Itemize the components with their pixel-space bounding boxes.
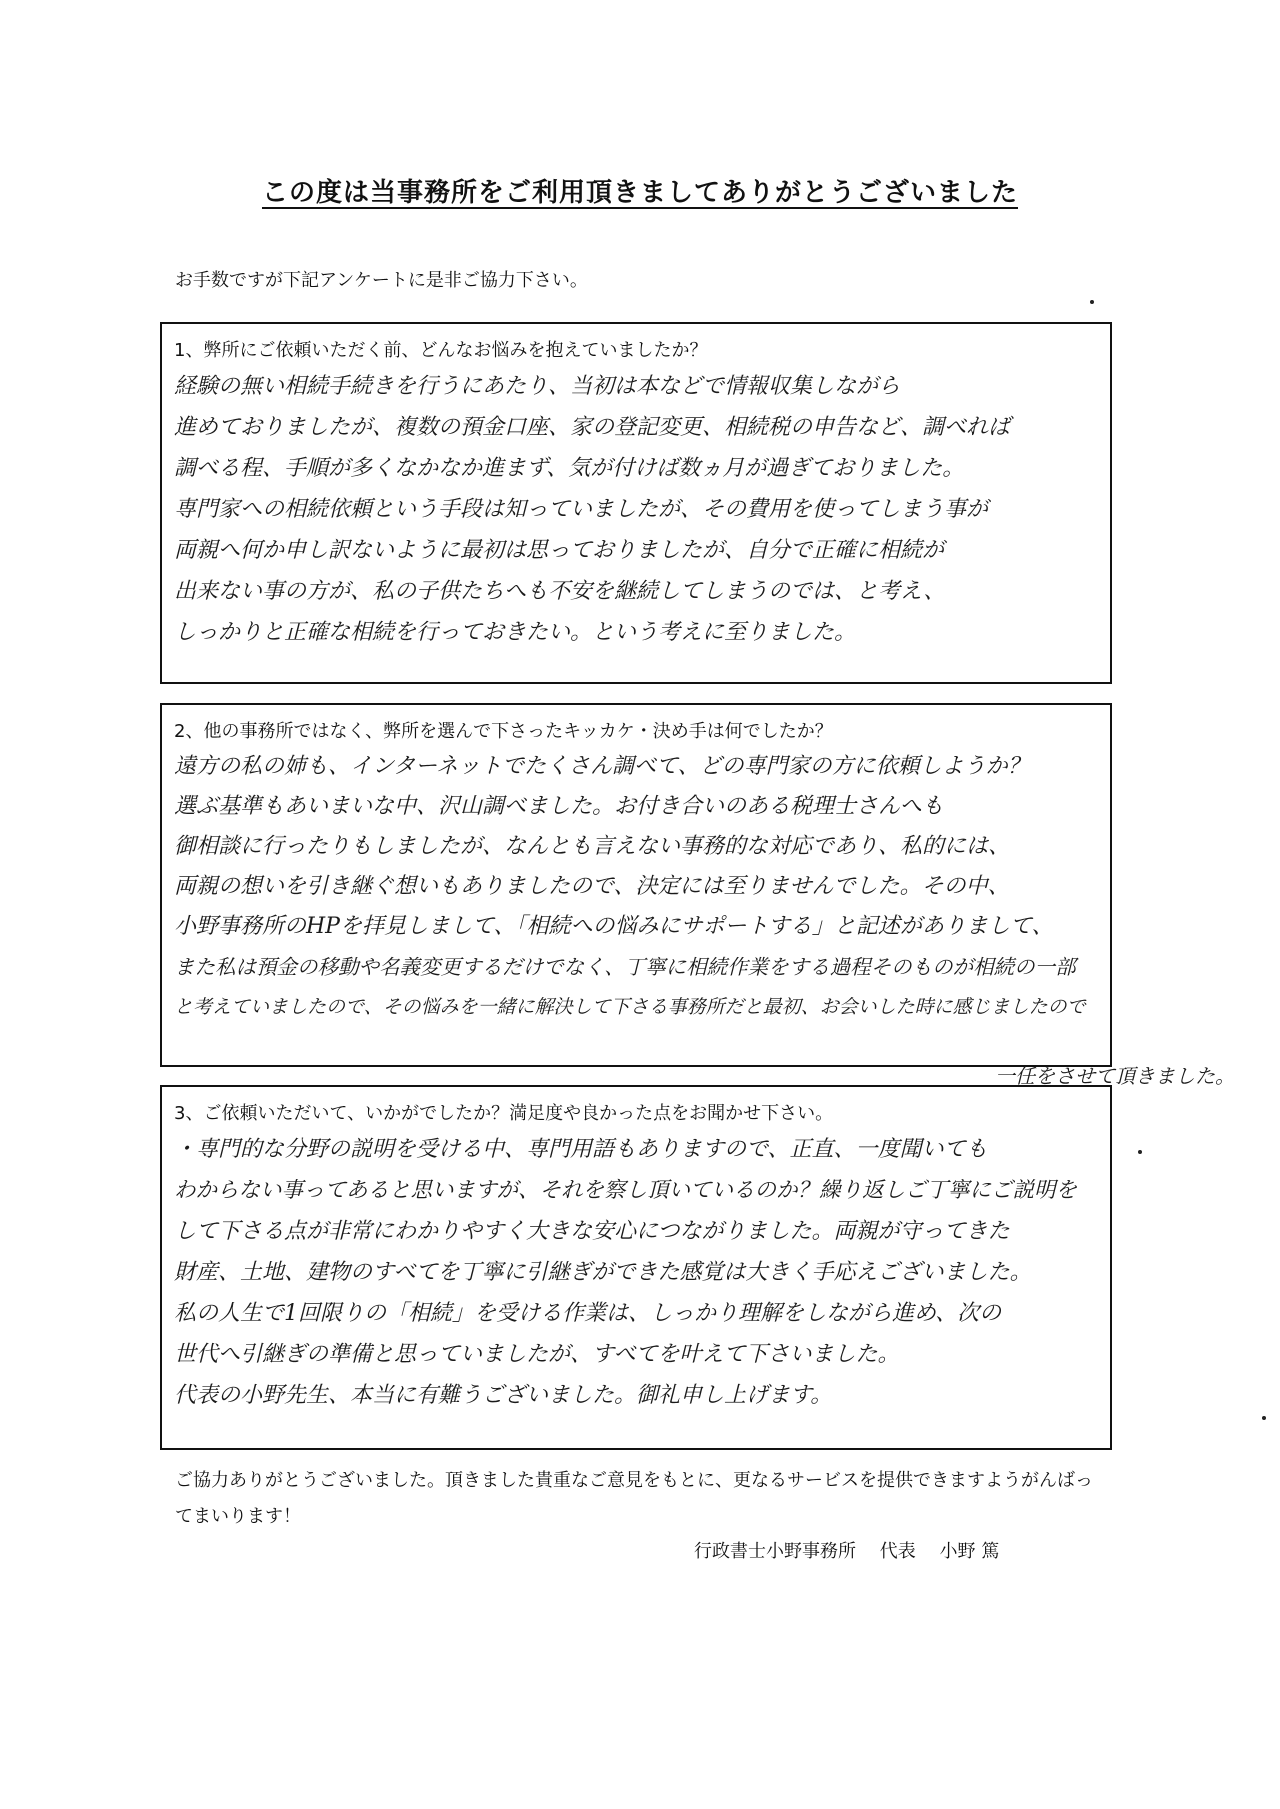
answer-line: 代表の小野先生、本当に有難うございました。御礼申し上げます。	[174, 1383, 833, 1408]
answer-line: 選ぶ基準もあいまいな中、沢山調べました。お付き合いのある税理士さんへも	[174, 794, 944, 819]
handwritten-answer	[174, 1129, 1094, 1416]
answer-line: 私の人生で1回限りの「相続」を受ける作業は、しっかり理解をしながら進め、次の	[174, 1301, 1002, 1326]
answer-line: 経験の無い相続手続きを行うにあたり、当初は本などで情報収集しながら	[174, 374, 901, 399]
question-box-3	[160, 1085, 1112, 1450]
office-name: 行政書士小野事務所	[694, 1541, 856, 1562]
representative-name: 小野 篤	[939, 1541, 1000, 1562]
answer-line: 出来ない事の方が、私の子供たちへも不安を継続してしまうのでは、と考え、	[174, 579, 946, 604]
answer-line: 世代へ引継ぎの準備と思っていましたが、すべてを叶えて下さいました。	[174, 1342, 900, 1367]
signature	[694, 1537, 1017, 1563]
question-label: 1、弊所にご依頼いただく前、どんなお悩みを抱えていましたか？	[174, 340, 708, 361]
scan-speck	[1262, 1416, 1266, 1420]
question-box-2	[160, 703, 1112, 1067]
answer-line: また私は預金の移動や名義変更するだけでなく、丁寧に相続作業をする過程そのものが相続の一部	[174, 955, 1076, 979]
answer-line: して下さる点が非常にわかりやすく大きな安心につながりました。両親が守ってきた	[174, 1219, 1010, 1244]
handwritten-answer	[174, 747, 1094, 1027]
closing-message: ご協力ありがとうございました。頂きました貴重なご意見をもとに、更なるサービスを提供できますようがんばってまいります！	[175, 1470, 1093, 1527]
scan-speck	[1090, 300, 1094, 304]
representative-role: 代表	[879, 1541, 916, 1562]
handwritten-answer	[174, 366, 1094, 653]
question-label: 2、他の事務所ではなく、弊所を選んで下さったキッカケ・決め手は何でしたか？	[174, 721, 833, 742]
answer-line: 遠方の私の姉も、インターネットでたくさん調べて、どの専門家の方に依頼しようか？	[174, 754, 1030, 779]
answer-line: 調べる程、手順が多くなかなか進まず、気が付けば数ヵ月が過ぎておりました。	[174, 456, 965, 481]
answer-line: 小野事務所のHPを拝見しまして、「相続への悩みにサポートする」と記述がありまして、	[174, 914, 1054, 939]
answer-line: 御相談に行ったりもしましたが、なんとも言えない事務的な対応であり、私的には、	[174, 834, 1011, 859]
question-box-1	[160, 322, 1112, 684]
answer-overflow-note: 一任をさせて頂きました。	[995, 1064, 1235, 1088]
answer-line: しっかりと正確な相続を行っておきたい。という考えに至りました。	[174, 620, 857, 645]
answer-line: 両親の想いを引き継ぐ想いもありましたので、決定には至りませんでした。その中、	[174, 874, 1010, 899]
answer-line: ・専門的な分野の説明を受ける中、専門用語もありますので、正直、一度聞いても	[174, 1137, 988, 1162]
answer-line: 財産、土地、建物のすべてを丁寧に引継ぎができた感覚は大きく手応えございました。	[174, 1260, 1032, 1285]
answer-line: わからない事ってあると思いますが、それを察し頂いているのか？繰り返しご丁寧にご説明を	[174, 1178, 1078, 1203]
answer-line: と考えていましたので、その悩みを一緒に解決して下さる事務所だと最初、お会いした時に感じましたので	[174, 996, 1086, 1018]
answer-line: 専門家への相続依頼という手段は知っていましたが、その費用を使ってしまう事が	[174, 497, 989, 522]
answer-line: 進めておりましたが、複数の預金口座、家の登記変更、相続税の申告など、調べれば	[174, 415, 1011, 440]
scan-speck	[1138, 1150, 1142, 1154]
question-label: 3、ご依頼いただいて、いかがでしたか？満足度や良かった点をお聞かせ下さい。	[174, 1103, 834, 1124]
page-title: この度は当事務所をご利用頂きましてありがとうございました	[261, 178, 1018, 208]
survey-intro: お手数ですが下記アンケートに是非ご協力下さい。	[175, 270, 588, 291]
answer-line: 両親へ何か申し訳ないように最初は思っておりましたが、自分で正確に相続が	[174, 538, 945, 563]
